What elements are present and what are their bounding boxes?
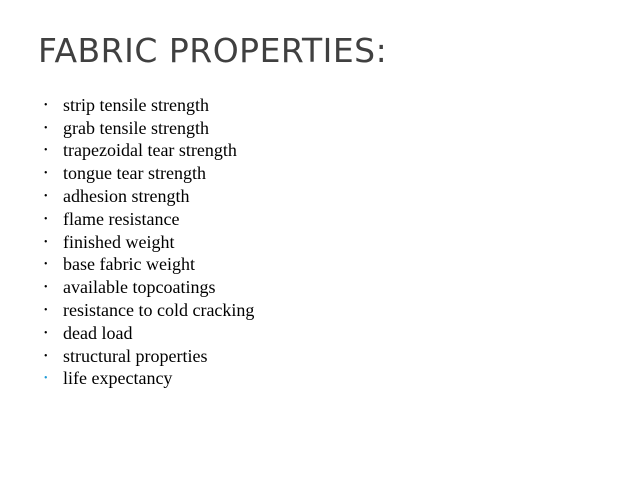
list-item	[44, 185, 254, 208]
bullet-icon: •	[44, 213, 48, 225]
bullet-icon: •	[44, 191, 48, 203]
list-item-text: adhesion strength	[63, 186, 190, 207]
bullet-icon: •	[44, 373, 48, 385]
list-item-text: life expectancy	[63, 368, 173, 389]
list-item	[44, 299, 254, 322]
bullet-icon: •	[44, 282, 48, 294]
list-item-text: flame resistance	[63, 208, 180, 229]
bullet-icon: •	[44, 327, 48, 339]
slide-title: FABRIC PROPERTIES:	[38, 31, 388, 70]
bullet-icon: •	[44, 122, 48, 134]
list-item	[44, 140, 254, 163]
bullet-icon: •	[44, 236, 48, 248]
list-item-text: resistance to cold cracking	[63, 300, 255, 321]
bullet-icon: •	[44, 99, 48, 111]
list-item-text: strip tensile strength	[63, 94, 209, 115]
list-item-text: dead load	[63, 322, 133, 343]
bullet-icon: •	[44, 145, 48, 157]
list-item	[44, 162, 254, 185]
list-item	[44, 254, 254, 277]
list-item	[44, 368, 254, 391]
list-item-text: finished weight	[63, 231, 175, 252]
list-item-text: structural properties	[63, 345, 208, 366]
bullet-icon: •	[44, 168, 48, 180]
list-item	[44, 322, 254, 345]
list-item-text: grab tensile strength	[63, 117, 209, 138]
bullet-list	[44, 94, 254, 390]
list-item	[44, 117, 254, 140]
list-item	[44, 94, 254, 117]
list-item-text: base fabric weight	[63, 254, 195, 275]
list-item-text: available topcoatings	[63, 277, 216, 298]
list-item	[44, 345, 254, 368]
bullet-icon: •	[44, 350, 48, 362]
bullet-icon: •	[44, 259, 48, 271]
list-item-text: tongue tear strength	[63, 163, 206, 184]
list-item	[44, 208, 254, 231]
list-item	[44, 231, 254, 254]
list-item	[44, 276, 254, 299]
bullet-icon: •	[44, 305, 48, 317]
list-item-text: trapezoidal tear strength	[63, 140, 237, 161]
